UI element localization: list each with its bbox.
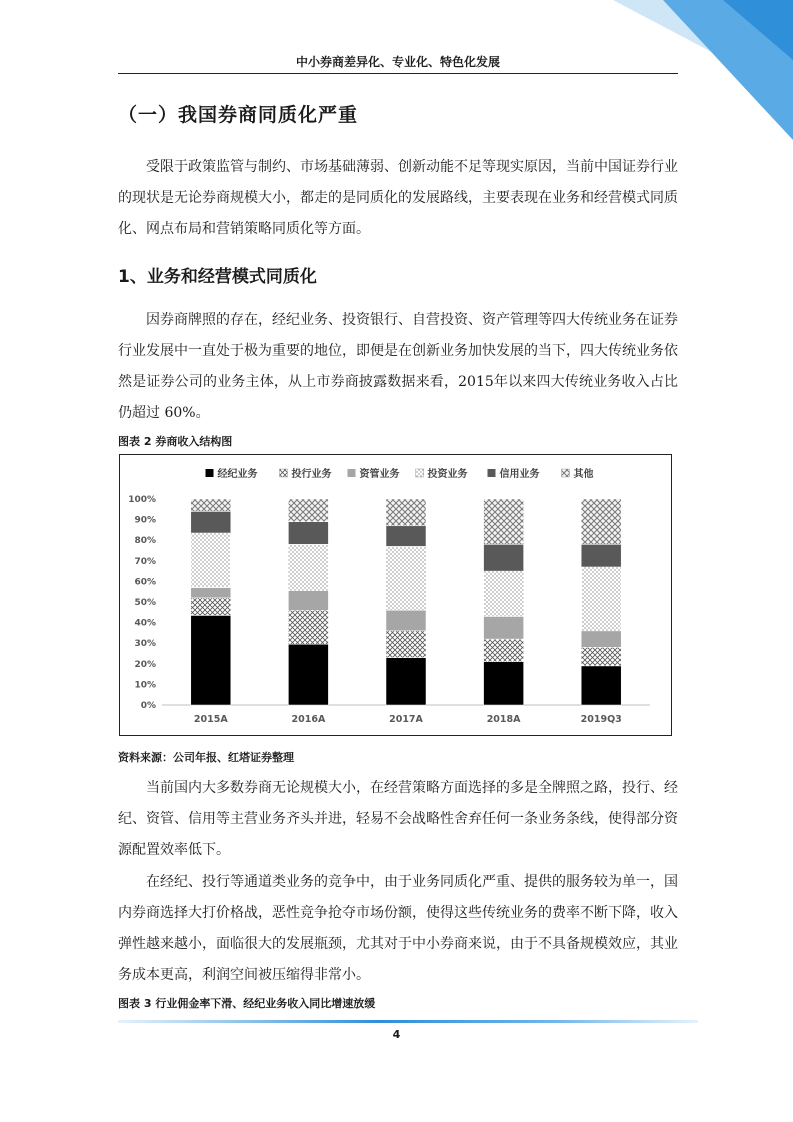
bar-segment	[191, 615, 231, 705]
bar-segment	[484, 616, 524, 639]
legend-label: 经纪业务	[217, 469, 258, 480]
paragraph-4: 在经纪、投行等通道类业务的竞争中，由于业务同质化严重、提供的服务较为单一，国内券商选择大打价格战，恶性竞争抢夺市场份额，使得这些传统业务的费率不断下降，收入弹性越来越小，面临很大的发展瓶颈，尤其对于中小券商来说，由于不具备规模效应，其业务成本更高，利润空间被压缩得非常小。	[118, 874, 678, 983]
bar-segment	[386, 658, 426, 705]
bar-segment	[288, 522, 328, 545]
y-tick-label: 90%	[134, 515, 156, 526]
figure-2-caption: 图表 2 券商收入结构图	[118, 435, 233, 448]
y-tick-label: 60%	[134, 577, 156, 588]
y-tick-label: 100%	[128, 495, 156, 505]
chart-legend	[206, 467, 594, 480]
legend-swatch	[206, 469, 214, 477]
y-tick-label: 50%	[134, 598, 156, 608]
y-tick-label: 0%	[140, 701, 156, 711]
header-title: 中小券商差异化、专业化、特色化发展	[295, 55, 500, 69]
subsection-title: 1、业务和经营模式同质化	[118, 267, 317, 287]
bar-segment	[288, 644, 328, 705]
bar-segment	[386, 610, 426, 631]
legend-swatch	[280, 469, 288, 477]
paragraph-3: 当前国内大多数券商无论规模大小，在经营策略方面选择的多是全牌照之路，投行、经纪、资管、信用等主营业务齐头并进，轻易不会战略性舍弃任何一条业务条线，使得部分资源配置效率低下。	[118, 780, 678, 858]
bar-segment	[581, 544, 621, 567]
bar-segment	[191, 533, 231, 588]
x-tick-label: 2019Q3	[580, 714, 622, 725]
figure-2-source: 资料来源：公司年报、红塔证券整理	[118, 751, 294, 764]
y-tick-label: 30%	[134, 639, 156, 650]
y-tick-label: 40%	[134, 618, 156, 629]
bar-segment	[581, 647, 621, 666]
legend-swatch	[562, 469, 570, 477]
bar-segment	[288, 610, 328, 644]
bar-segment	[191, 511, 231, 533]
legend-swatch	[488, 469, 496, 477]
bar-segment	[484, 639, 524, 662]
revenue-structure-chart	[120, 455, 671, 735]
section-title: （一）我国券商同质化严重	[118, 104, 359, 126]
chart-frame	[119, 454, 672, 736]
legend-swatch	[416, 469, 424, 477]
bar-segment	[484, 544, 524, 571]
bar-segment	[386, 631, 426, 658]
bar-segment	[581, 631, 621, 647]
corner-decoration	[613, 0, 793, 140]
bar-segment	[386, 499, 426, 526]
bar-segment	[386, 546, 426, 610]
legend-label: 信用业务	[499, 469, 540, 480]
bar-segment	[581, 666, 621, 705]
bar-segment	[191, 598, 231, 616]
legend-label: 投资业务	[427, 469, 468, 480]
bar-segment	[581, 499, 621, 544]
x-tick-label: 2018A	[486, 714, 521, 725]
header-rule	[118, 73, 678, 74]
paragraph-1: 受限于政策监管与制约、市场基础薄弱、创新动能不足等现实原因，当前中国证券行业的现状是无论券商规模大小，都走的是同质化的发展路线，主要表现在业务和经营模式同质化、网点布局和营销策略同质化等方面。	[118, 159, 678, 237]
y-tick-label: 70%	[134, 556, 156, 567]
bar-segment	[386, 526, 426, 547]
page-number: 4	[392, 1028, 401, 1041]
figure-3-caption: 图表 3 行业佣金率下滑、经纪业务收入同比增速放缓	[118, 997, 376, 1010]
legend-label: 投行业务	[291, 469, 332, 480]
bar-segment	[484, 571, 524, 616]
y-tick-label: 10%	[134, 680, 156, 691]
bar-segment	[484, 499, 524, 544]
legend-label: 资管业务	[359, 469, 400, 480]
paragraph-2: 因券商牌照的存在，经纪业务、投资银行、自营投资、资产管理等四大传统业务在证券行业发展中一直处于极为重要的地位，即便是在创新业务加快发展的当下，四大传统业务依然是证券公司的业务主体，从上市券商披露数据来看，2015年以来四大传统业务收入占比仍超过 60%。	[118, 312, 678, 421]
bar-segment	[288, 499, 328, 522]
bar-segment	[191, 499, 231, 511]
y-tick-label: 80%	[134, 536, 156, 547]
x-tick-label: 2017A	[389, 714, 423, 725]
chart-bars	[191, 499, 621, 705]
x-tick-label: 2015A	[193, 714, 228, 725]
x-tick-label: 2016A	[291, 714, 326, 725]
bar-segment	[191, 588, 231, 598]
bar-segment	[484, 662, 524, 705]
legend-label: 其他	[573, 469, 594, 480]
chart-x-axis	[194, 714, 622, 725]
y-tick-label: 20%	[134, 659, 156, 670]
bar-segment	[581, 567, 621, 631]
footer-rule	[118, 1020, 698, 1023]
bar-segment	[288, 544, 328, 590]
bar-segment	[288, 591, 328, 611]
legend-swatch	[348, 469, 356, 477]
